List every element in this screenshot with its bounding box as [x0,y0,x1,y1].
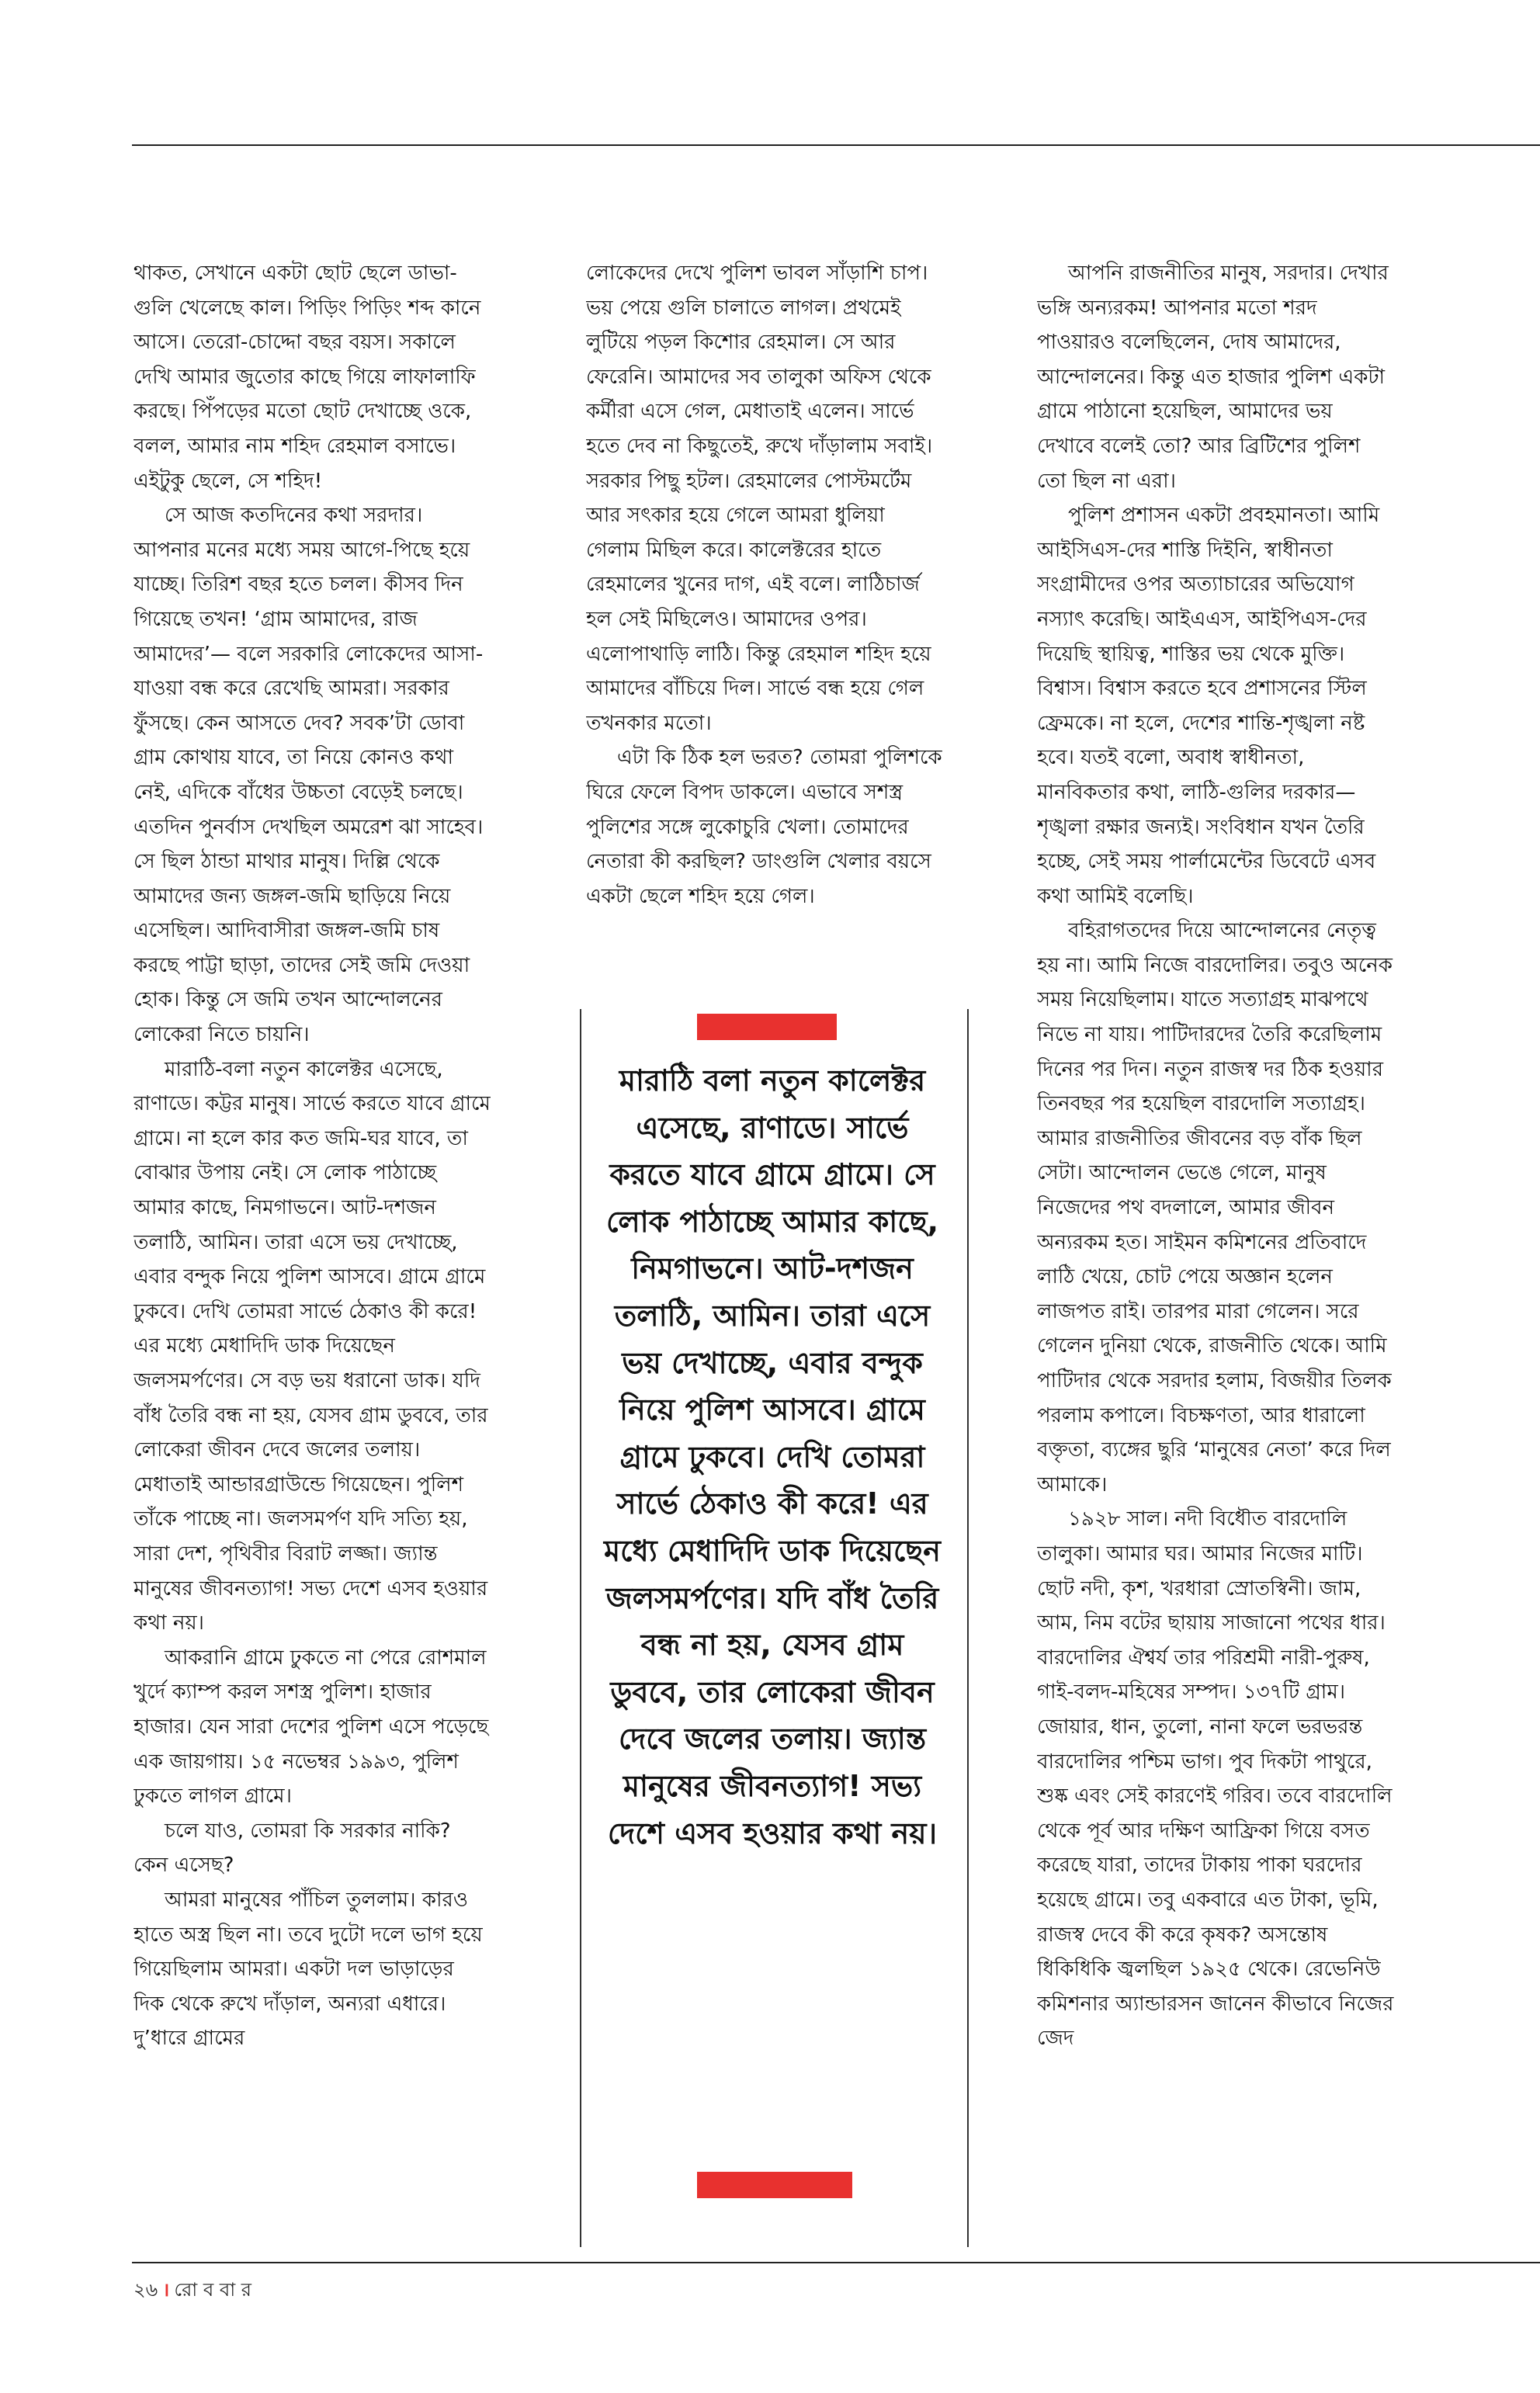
article-column-1 [134,256,491,2251]
paragraph: চলে যাও, তোমরা কি সরকার নাকি? কেন এসেছ? [134,1819,451,1878]
paragraph: এটা কি ঠিক হল ভরত? তোমরা পুলিশকে ঘিরে ফেলে বিপদ ডাকলে। এভাবে সশস্ত্র পুলিশের সঙ্গে লুকোচুরি খেলা। তোমাদের নেতারা কী করছিল? ডাংগুলি খেলার বয়সে একটা ছেলে শহিদ হয়ে গেল। [586,746,942,908]
bottom-rule [132,2262,1540,2263]
paragraph: লোকেদের দেখে পুলিশ ভাবল সাঁড়াশি চাপ। ভয় পেয়ে গুলি চালাতে লাগল। প্রথমেই লুটিয়ে পড়ল কিশোর রেহমাল। সে আর ফেরেনি। আমাদের সব তালুকা অফিস থেকে কর্মীরা এসে গেল, মেধাতাই এলেন। সার্ভে হতে দেব না কিছুতেই, রুখে দাঁড়ালাম সবাই। সরকার পিছু হটল। রেহমালের পোস্টমর্টেম আর সৎকার হয়ে গেলে আমরা ধুলিয়া গেলাম মিছিল করে। কালেক্টরের হাতে রেহমালের খুনের দাগ, এই বলে। লাঠিচার্জ হল সেই মিছিলেও। আমাদের ওপর। এলোপাথাড়ি লাঠি। কিন্তু রেহমাল শহিদ হয়ে আমাদের বাঁচিয়ে দিল। সার্ভে বন্ধ হয়ে গেল তখনকার মতো। [586,262,933,735]
paragraph: আপনি রাজনীতির মানুষ, সরদার। দেখার ভঙ্গি অন্যরকম! আপনার মতো শরদ পাওয়ারও বলেছিলেন, দোষ আমাদের, আন্দোলনের। কিন্তু এত হাজার পুলিশ একটা গ্রামে পাঠানো হয়েছিল, আমাদের ভয় দেখাবে বলেই তো? আর ব্রিটিশের পুলিশ তো ছিল না এরা। [1037,262,1389,493]
paragraph: সে আজ কতদিনের কথা সরদার। আপনার মনের মধ্যে সময় আগে-পিছে হয়ে যাচ্ছে। তিরিশ বছর হতে চলল। কীসব দিন গিয়েছে তখন! ‘গ্রাম আমাদের, রাজ আমাদের’— বলে সরকারি লোকেদের আসা-যাওয়া বন্ধ করে রেখেছি আমরা। সরকার ফুঁসছে। কেন আসতে দেব? সবক’টা ডোবা গ্রাম কোথায় যাবে, তা নিয়ে কোনও কথা নেই, এদিকে বাঁধের উচ্চতা বেড়েই চলছে। এতদিন পুনর্বাস দেখছিল অমরেশ ঝা সাহেব। সে ছিল ঠান্ডা মাথার মানুষ। দিল্লি থেকে আমাদের জন্য জঙ্গল-জমি ছাড়িয়ে নিয়ে এসেছিল। আদিবাসীরা জঙ্গল-জমি চাষ করছে পাট্টা ছাড়া, তাদের সেই জমি দেওয়া হোক। কিন্তু সে জমি তখন আন্দোলনের লোকেরা নিতে চায়নি। [134,504,484,1047]
paragraph: আকরানি গ্রামে ঢুকতে না পেরে রোশমাল খুর্দে ক্যাম্প করল সশস্ত্র পুলিশ। হাজার হাজার। যেন সারা দেশের পুলিশ এসে পড়েছে এক জায়গায়। ১৫ নভেম্বর ১৯৯৩, পুলিশ ঢুকতে লাগল গ্রামে। [134,1646,489,1809]
page-number: ২৬ [134,2279,158,2301]
pullquote: মারাঠি বলা নতুন কালেক্টর এসেছে, রাণাডে। সার্ভে করতে যাবে গ্রামে গ্রামে। সে লোক পাঠাচ্ছে আমার কাছে, নিমগাভনে। আট-দশজন তলাঠি, আমিন। তারা এসে ভয় দেখাচ্ছে, এবার বন্দুক নিয়ে পুলিশ আসবে। গ্রামে গ্রামে ঢুকবে। দেখি তোমরা সার্ভে ঠেকাও কী করে! এর মধ্যে মেধাদিদি ডাক দিয়েছেন জলসমর্পণের। যদি বাঁধ তৈরি বন্ধ না হয়, যেসব গ্রাম ডুববে, তার লোকেরা জীবন দেবে জলের তলায়। জ্যান্ত মানুষের জীবনত্যাগ! সভ্য দেশে এসব হওয়ার কথা নয়। [604,1063,941,1850]
article-column-2 [586,256,943,1017]
paragraph: বহিরাগতদের দিয়ে আন্দোলনের নেতৃত্ব হয় না। আমি নিজে বারদোলির। তবুও অনেক সময় নিয়েছিলাম। যাতে সত্যাগ্রহ মাঝপথে নিভে না যায়। পাটিদারদের তৈরি করেছিলাম দিনের পর দিন। নতুন রাজস্ব দর ঠিক হওয়ার তিনবছর পর হয়েছিল বারদোলি সত্যাগ্রহ। আমার রাজনীতির জীবনের বড় বাঁক ছিল সেটা। আন্দোলন ভেঙে গেলে, মানুষ নিজেদের পথ বদলালে, আমার জীবন অন্যরকম হত। সাইমন কমিশনের প্রতিবাদে লাঠি খেয়ে, চোট পেয়ে অজ্ঞান হলেন লাজপত রাই। তারপর মারা গেলেন। সরে গেলেন দুনিয়া থেকে, রাজনীতি থেকে। আমি পাটিদার থেকে সরদার হলাম, বিজয়ীর তিলক পরলাম কপালে। বিচক্ষণতা, আর ধারালো বক্তৃতা, ব্যঙ্গের ছুরি ‘মানুষের নেতা’ করে দিল আমাকে। [1037,919,1393,1496]
paragraph: ১৯২৮ সাল। নদী বিধৌত বারদোলি তালুকা। আমার ঘর। আমার নিজের মাটি। ছোট নদী, কৃশ, খরধারা স্রোতস্বিনী। জাম, আম, নিম বটের ছায়ায় সাজানো পথের ধার। বারদোলির ঐশ্বর্য তার পরিশ্রমী নারী-পুরুষ, গাই-বলদ-মহিষের সম্পদ। ১৩৭টি গ্রাম। জোয়ার, ধান, তুলো, নানা ফলে ভরভরন্ত বারদোলির পশ্চিম ভাগ। পুব দিকটা পাথুরে, শুষ্ক এবং সেই কারণেই গরিব। তবে বারদোলি থেকে পূর্ব আর দক্ষিণ আফ্রিকা গিয়ে বসত করেছে যারা, তাদের টাকায় পাকা ঘরদোর হয়েছে গ্রামে। তবু একবারে এত টাকা, ভূমি, রাজস্ব দেবে কী করে কৃষক? অসন্তোষ ধিকিধিকি জ্বলছিল ১৯২৫ থেকে। রেভেনিউ কমিশনার অ্যান্ডারসন জানেন কীভাবে নিজের জেদ [1037,1507,1394,2051]
pullquote-bottom-bar [697,2172,852,2198]
article-column-3 [1037,256,1394,2251]
page-footer [134,2274,251,2305]
paragraph: থাকত, সেখানে একটা ছোট ছেলে ডাভা-গুলি খেলেছে কাল। পিড়িং পিড়িং শব্দ কানে আসে। তেরো-চোদ্দো বছর বয়স। সকালে দেখি আমার জুতোর কাছে গিয়ে লাফালাফি করছে। পিঁপড়ের মতো ছোট দেখাচ্ছে ওকে, বলল, আমার নাম শহিদ রেহমাল বসাভে। এইটুকু ছেলে, সে শহিদ! [134,262,481,493]
footer-separator: । [162,2279,170,2301]
pullquote-left-divider [580,1009,581,2247]
paragraph: আমরা মানুষের পাঁচিল তুললাম। কারও হাতে অস্ত্র ছিল না। তবে দুটো দলে ভাগ হয়ে গিয়েছিলাম আমরা। একটা দল ভাড়াড়ের দিক থেকে রুখে দাঁড়াল, অন্যরা এধারে। দু’ধারে গ্রামের [134,1888,483,2051]
top-rule [132,144,1540,146]
paragraph: পুলিশ প্রশাসন একটা প্রবহমানতা। আমি আইসিএস-দের শাস্তি দিইনি, স্বাধীনতা সংগ্রামীদের ওপর অত্যাচারের অভিযোগ নস্যাৎ করেছি। আইএএস, আইপিএস-দের দিয়েছি স্থায়িত্ব, শাস্তির ভয় থেকে মুক্তি। বিশ্বাস। বিশ্বাস করতে হবে প্রশাসনের স্টিল ফ্রেমকে। না হলে, দেশের শান্তি-শৃঙ্খলা নষ্ট হবে। যতই বলো, অবাধ স্বাধীনতা, মানবিকতার কথা, লাঠি-গুলির দরকার—শৃঙ্খলা রক্ষার জন্যই। সংবিধান যখন তৈরি হচ্ছে, সেই সময় পার্লামেন্টের ডিবেটে এসব কথা আমিই বলেছি। [1037,504,1380,908]
paragraph: মারাঠি-বলা নতুন কালেক্টর এসেছে, রাণাডে। কট্টর মানুষ। সার্ভে করতে যাবে গ্রামে গ্রামে। না হলে কার কত জমি-ঘর যাবে, তা বোঝার উপায় নেই। সে লোক পাঠাচ্ছে আমার কাছে, নিমগাভনে। আট-দশজন তলাঠি, আমিন। তারা এসে ভয় দেখাচ্ছে, এবার বন্দুক নিয়ে পুলিশ আসবে। গ্রামে গ্রামে ঢুকবে। দেখি তোমরা সার্ভে ঠেকাও কী করে! এর মধ্যে মেধাদিদি ডাক দিয়েছেন জলসমর্পণের। সে বড় ভয় ধরানো ডাক। যদি বাঁধ তৈরি বন্ধ না হয়, যেসব গ্রাম ডুববে, তার লোকেরা জীবন দেবে জলের তলায়। মেধাতাই আন্ডারগ্রাউন্ডে গিয়েছেন। পুলিশ তাঁকে পাচ্ছে না। জলসমর্পণ যদি সত্যি হয়, সারা দেশ, পৃথিবীর বিরাট লজ্জা। জ্যান্ত মানুষের জীবনত্যাগ! সভ্য দেশে এসব হওয়ার কথা নয়। [134,1057,491,1635]
publication-name: রো ব বা র [174,2279,251,2301]
pullquote-right-divider [967,1009,969,2247]
pullquote-top-bar [697,1014,837,1040]
